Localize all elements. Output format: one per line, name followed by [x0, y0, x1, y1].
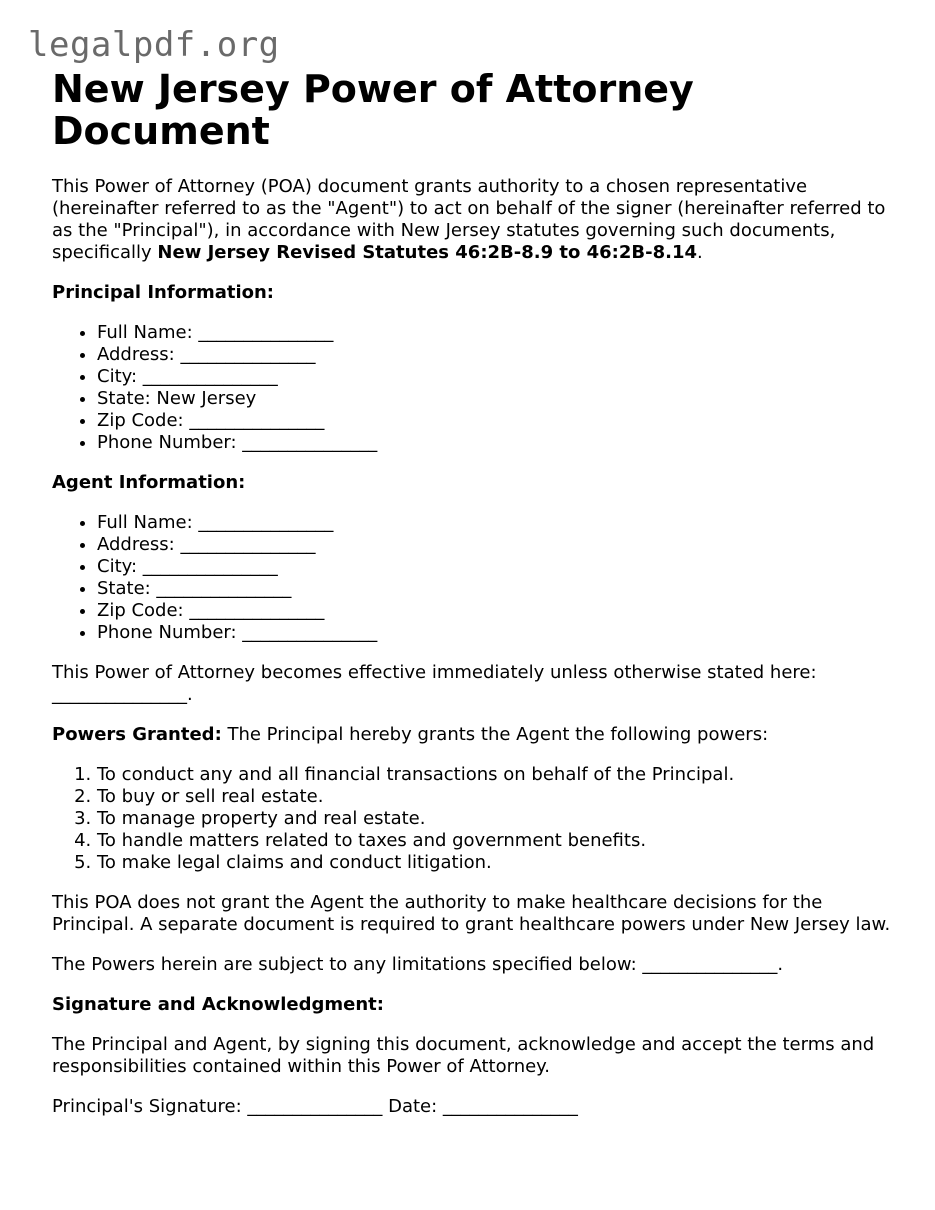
power-item: 5. To make legal claims and conduct litigation.	[97, 852, 902, 874]
watermark: legalpdf.org	[28, 25, 280, 65]
intro-paragraph	[52, 176, 902, 264]
principal-state: • State: New Jersey	[97, 388, 902, 410]
principal-phone: • Phone Number: _______________	[97, 432, 902, 454]
signature-text: The Principal and Agent, by signing this document, acknowledge and accept the terms and responsibilities contained within this Power of Attorney.	[52, 1034, 875, 1077]
agent-zip: • Zip Code: _______________	[97, 600, 902, 622]
agent-full-name: • Full Name: _______________	[97, 512, 902, 534]
agent-state: • State: _______________	[97, 578, 902, 600]
document	[52, 68, 902, 1136]
signature-heading: Signature and Acknowledgment:	[52, 994, 384, 1015]
agent-fields	[52, 512, 902, 644]
principal-signature-line: Principal's Signature: _______________ Date: _______________	[52, 1096, 578, 1117]
agent-heading: Agent Information:	[52, 472, 246, 493]
effective-paragraph: This Power of Attorney becomes effective immediately unless otherwise stated here: _______________.	[52, 662, 817, 705]
principal-heading: Principal Information:	[52, 282, 275, 303]
agent-phone: • Phone Number: _______________	[97, 622, 902, 644]
healthcare-note: This POA does not grant the Agent the authority to make healthcare decisions for the Principal. A separate document is required to grant healthcare powers under New Jersey law.	[52, 892, 891, 935]
statute-reference: New Jersey Revised Statutes 46:2B-8.9 to 46:2B-8.14	[157, 242, 697, 263]
power-item: 4. To handle matters related to taxes and government benefits.	[97, 830, 902, 852]
principal-zip: • Zip Code: _______________	[97, 410, 902, 432]
principal-full-name: • Full Name: _______________	[97, 322, 902, 344]
power-item: 1. To conduct any and all financial transactions on behalf of the Principal.	[97, 764, 902, 786]
intro-text: This Power of Attorney (POA) document grants authority to a chosen representative (hereinafter referred to as the "Agent") to act on behalf of the signer (hereinafter referred to as the "Principal"), in accordance with New Jersey statutes governing such documents, specifically	[52, 176, 886, 263]
intro-end: .	[697, 242, 703, 263]
principal-fields	[52, 322, 902, 454]
powers-list	[52, 764, 902, 874]
agent-city: • City: _______________	[97, 556, 902, 578]
agent-address: • Address: _______________	[97, 534, 902, 556]
limitations-paragraph: The Powers herein are subject to any limitations specified below: _______________.	[52, 954, 784, 975]
power-item: 3. To manage property and real estate.	[97, 808, 902, 830]
powers-paragraph	[52, 724, 902, 746]
document-title: New Jersey Power of Attorney Document	[52, 67, 694, 153]
power-item: 2. To buy or sell real estate.	[97, 786, 902, 808]
powers-text: The Principal hereby grants the Agent the following powers:	[221, 724, 769, 745]
principal-address: • Address: _______________	[97, 344, 902, 366]
principal-city: • City: _______________	[97, 366, 902, 388]
powers-label: Powers Granted:	[52, 724, 222, 745]
